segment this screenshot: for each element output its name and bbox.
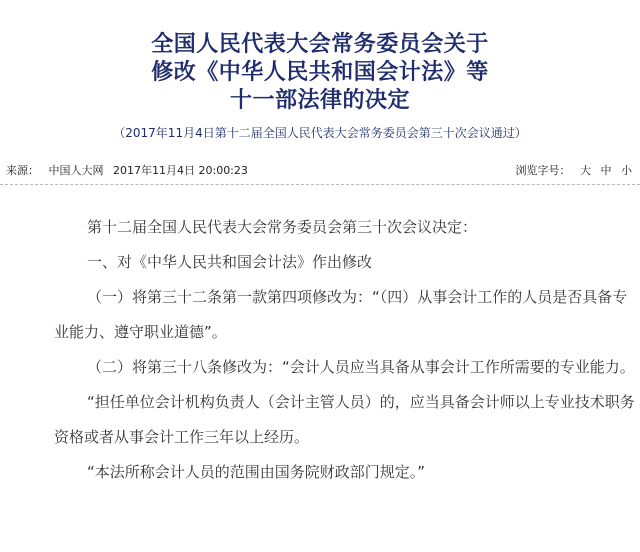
font-size-label: 浏览字号：	[515, 164, 571, 177]
source-info	[6, 158, 254, 184]
title-line-1: 全国人民代表大会常务委员会关于	[151, 31, 489, 57]
article-body	[54, 210, 640, 490]
font-size-small-button[interactable]: 小	[621, 164, 632, 177]
title-line-2: 修改《中华人民共和国会计法》等	[151, 59, 489, 85]
article-title	[0, 30, 640, 114]
paragraph-section-1-heading: 一、对《中华人民共和国会计法》作出修改	[87, 253, 373, 271]
source-label: 来源：	[6, 164, 39, 177]
article-subtitle: （2017年11月4日第十二届全国人民代表大会常务委员会第三十次会议通过）	[113, 126, 527, 140]
font-size-selector	[516, 158, 633, 184]
paragraph-item-2: （二）将第三十八条修改为：“会计人员应当具备从事会计工作所需要的专业能力。	[87, 358, 635, 376]
font-size-medium-button[interactable]: 中	[600, 164, 612, 177]
paragraph-item-1: （一）将第三十二条第一款第四项修改为：“（四）从事会计工作的人员是否具备专业能力、遵守职业道德”。	[54, 288, 628, 341]
meta-bar	[0, 158, 640, 185]
source-name: 中国人大网	[48, 164, 104, 177]
publish-datetime: 2017年11月4日 20:00:23	[113, 164, 248, 177]
title-line-3: 十一部法律的决定	[229, 87, 410, 113]
paragraph-item-2-scope: “本法所称会计人员的范围由国务院财政部门规定。”	[87, 463, 426, 481]
paragraph-item-2-continued: “担任单位会计机构负责人（会计主管人员）的，应当具备会计师以上专业技术职务资格或者从事会计工作三年以上经历。	[54, 393, 635, 446]
font-size-large-button[interactable]: 大	[580, 164, 591, 177]
paragraph-intro: 第十二届全国人民代表大会常务委员会第三十次会议决定：	[87, 218, 478, 236]
